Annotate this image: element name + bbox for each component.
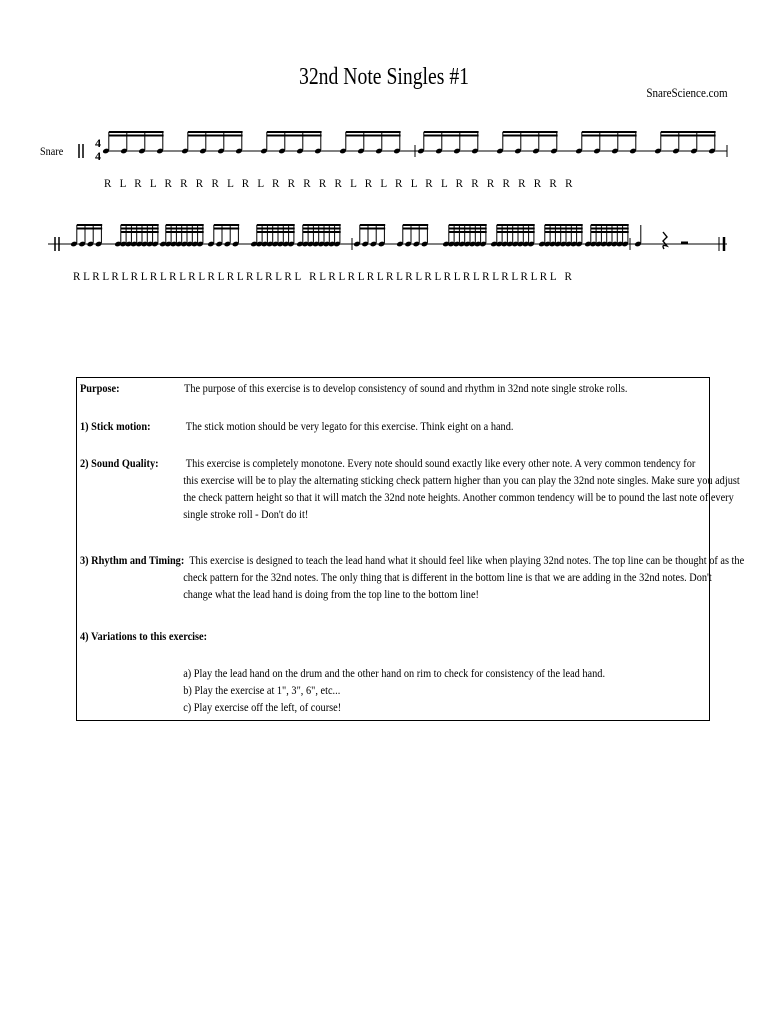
quarter-rest [663, 232, 667, 249]
beam [360, 224, 385, 226]
sticking-line-2: R L R L R L R L R L R L R L R L R L R L R L R L R L R L R L R L R L R L R L R L R L R L R L R L R L R [73, 269, 572, 283]
time-signature-bottom: 4 [95, 149, 101, 163]
beam [267, 135, 322, 137]
variations-label: 4) Variations to this exercise: [80, 629, 208, 643]
beam [109, 131, 164, 133]
beam [497, 231, 535, 233]
purpose-text: The purpose of this exercise is to develop consistency of sound and rhythm in 32nd note single stroke rolls. [184, 381, 628, 395]
beam [303, 228, 341, 230]
rhythm-timing-line: This exercise is designed to teach the lead hand what it should feel like when playing 32nd notes. The top line can be thought of as the [189, 553, 745, 567]
sound-quality-line: This exercise is completely monotone. Every note should sound exactly like every other note. A very common tendency for [185, 456, 696, 470]
music-staff [0, 0, 768, 300]
beam [303, 224, 341, 226]
sticking-line-1: R L R L R R R R L R L R R R R R L R L R L R L R R R R R R R R [104, 176, 573, 190]
rhythm-timing-line: check pattern for the 32nd notes. The only thing that is different in the bottom line is that we are adding in the 32nd notes. Don't [183, 570, 712, 584]
staff-line-2 [48, 224, 727, 251]
page-title: 32nd Note Singles #1 [298, 64, 469, 90]
beam [360, 228, 385, 230]
rhythm-timing-line: change what the lead hand is doing from the top line to the bottom line! [183, 587, 479, 601]
beam [346, 131, 401, 133]
beam [214, 228, 239, 230]
purpose-label: Purpose: [80, 381, 120, 395]
beam [166, 231, 204, 233]
beam [424, 135, 479, 137]
beam [121, 224, 159, 226]
sound-quality-line: this exercise will be to play the alternating sticking check pattern higher than you can play the 32nd note singles. Make sure you adjust [183, 473, 740, 487]
beam [591, 228, 629, 230]
staff-line-1 [79, 131, 727, 158]
variation-item: a) Play the lead hand on the drum and the other hand on rim to check for consistency of the lead hand. [183, 666, 606, 680]
beam [188, 131, 243, 133]
beam [267, 131, 322, 133]
variation-item: c) Play exercise off the left, of course! [183, 700, 342, 714]
notes-box [76, 377, 745, 721]
sound-quality-label: 2) Sound Quality: [80, 456, 159, 470]
instrument-label: Snare [40, 144, 64, 158]
sound-quality-line: the check pattern height so that it will match the 32nd note heights. Another common tendency will be to pound the last note of every [183, 490, 734, 504]
beam [257, 224, 295, 226]
sound-quality-line: single stroke roll - Don't do it! [183, 507, 309, 521]
beam [121, 228, 159, 230]
beam [449, 231, 487, 233]
beam [109, 135, 164, 137]
beam [661, 135, 716, 137]
beam [545, 228, 583, 230]
beam [166, 224, 204, 226]
half-rest [681, 242, 688, 245]
beam [582, 135, 637, 137]
beam [449, 228, 487, 230]
beam [77, 228, 102, 230]
beam [497, 228, 535, 230]
time-signature-top: 4 [95, 136, 101, 150]
variation-item: b) Play the exercise at 1", 3", 6", etc... [183, 683, 341, 697]
beam [303, 231, 341, 233]
beam [257, 231, 295, 233]
beam [503, 135, 558, 137]
beam [591, 231, 629, 233]
beam [166, 228, 204, 230]
beam [545, 224, 583, 226]
stick-motion-text: The stick motion should be very legato for this exercise. Think eight on a hand. [185, 419, 514, 433]
beam [503, 131, 558, 133]
beam [424, 131, 479, 133]
beam [403, 224, 428, 226]
beam [582, 131, 637, 133]
site-name: SnareScience.com [646, 85, 728, 100]
beam [661, 131, 716, 133]
beam [77, 224, 102, 226]
beam [591, 224, 629, 226]
beam [545, 231, 583, 233]
rhythm-timing-label: 3) Rhythm and Timing: [80, 553, 185, 567]
beam [403, 228, 428, 230]
beam [257, 228, 295, 230]
beam [449, 224, 487, 226]
beam [188, 135, 243, 137]
stick-motion-label: 1) Stick motion: [80, 419, 151, 433]
beam [121, 231, 159, 233]
beam [346, 135, 401, 137]
beam [214, 224, 239, 226]
beam [497, 224, 535, 226]
